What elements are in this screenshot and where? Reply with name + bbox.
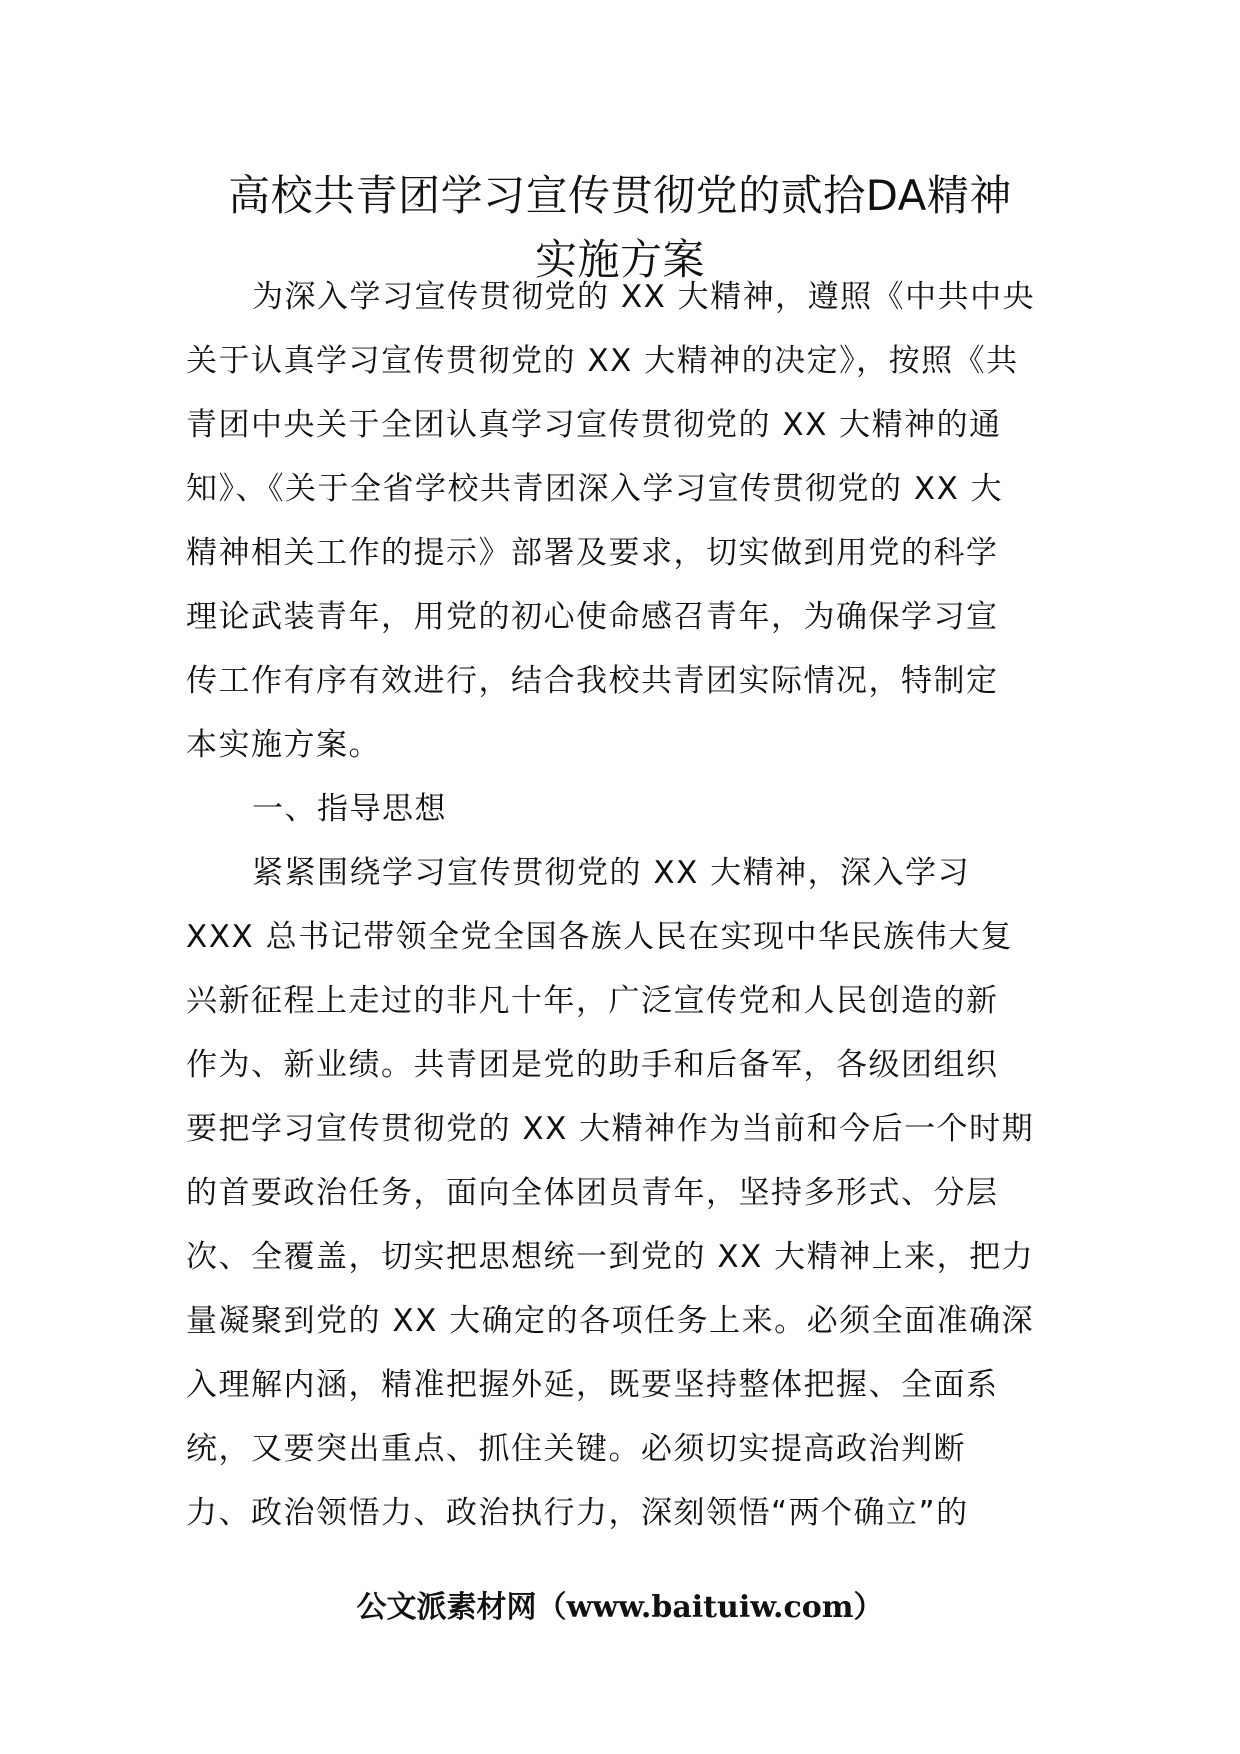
body-line: 传工作有序有效进行，结合我校共青团实际情况，特制定 xyxy=(186,663,999,699)
body-line: 紧紧围绕学习宣传贯彻党的 XX 大精神，深入学习 xyxy=(252,855,971,891)
watermark-footer: 公文派素材网（www.baituiw.com） xyxy=(356,1590,884,1625)
body-line: 青团中央关于全团认真学习宣传贯彻党的 XX 大精神的通 xyxy=(186,407,1002,443)
body-line: 力、政治领悟力、政治执行力，深刻领悟“两个确立”的 xyxy=(186,1495,969,1531)
body-line: 本实施方案。 xyxy=(186,727,381,763)
body-line: 兴新征程上走过的非凡十年，广泛宣传党和人民创造的新 xyxy=(186,983,999,1019)
body-line: 理论武装青年，用党的初心使命感召青年，为确保学习宣 xyxy=(186,599,999,635)
section-heading: 一、指导思想 xyxy=(252,791,447,827)
document-title-line-1: 高校共青团学习宣传贯彻党的贰拾DA精神 xyxy=(228,171,1012,220)
body-line: 作为、新业绩。共青团是党的助手和后备军，各级团组织 xyxy=(186,1047,999,1083)
body-line: 入理解内涵，精准把握外延，既要坚持整体把握、全面系 xyxy=(186,1367,999,1403)
body-line: XXX 总书记带领全党全国各族人民在实现中华民族伟大复 xyxy=(186,919,1014,955)
body-line: 要把学习宣传贯彻党的 XX 大精神作为当前和今后一个时期 xyxy=(186,1111,1035,1147)
body-line: 统，又要突出重点、抓住关键。必须切实提高政治判断 xyxy=(186,1431,966,1467)
body-line: 精神相关工作的提示》部署及要求，切实做到用党的科学 xyxy=(186,535,999,571)
document-title-line-2: 实施方案 xyxy=(534,235,705,284)
body-line: 为深入学习宣传贯彻党的 XX 大精神，遵照《中共中央 xyxy=(252,279,1036,315)
document-body xyxy=(186,265,1056,1545)
body-line: 次、全覆盖，切实把思想统一到党的 XX 大精神上来，把力 xyxy=(186,1239,1035,1275)
body-line: 的首要政治任务，面向全体团员青年，坚持多形式、分层 xyxy=(186,1175,999,1211)
body-line: 量凝聚到党的 XX 大确定的各项任务上来。必须全面准确深 xyxy=(186,1303,1035,1339)
body-line: 知》、《关于全省学校共青团深入学习宣传贯彻党的 XX 大 xyxy=(186,471,1004,507)
body-line: 关于认真学习宣传贯彻党的 XX 大精神的决定》，按照《共 xyxy=(186,343,1019,379)
